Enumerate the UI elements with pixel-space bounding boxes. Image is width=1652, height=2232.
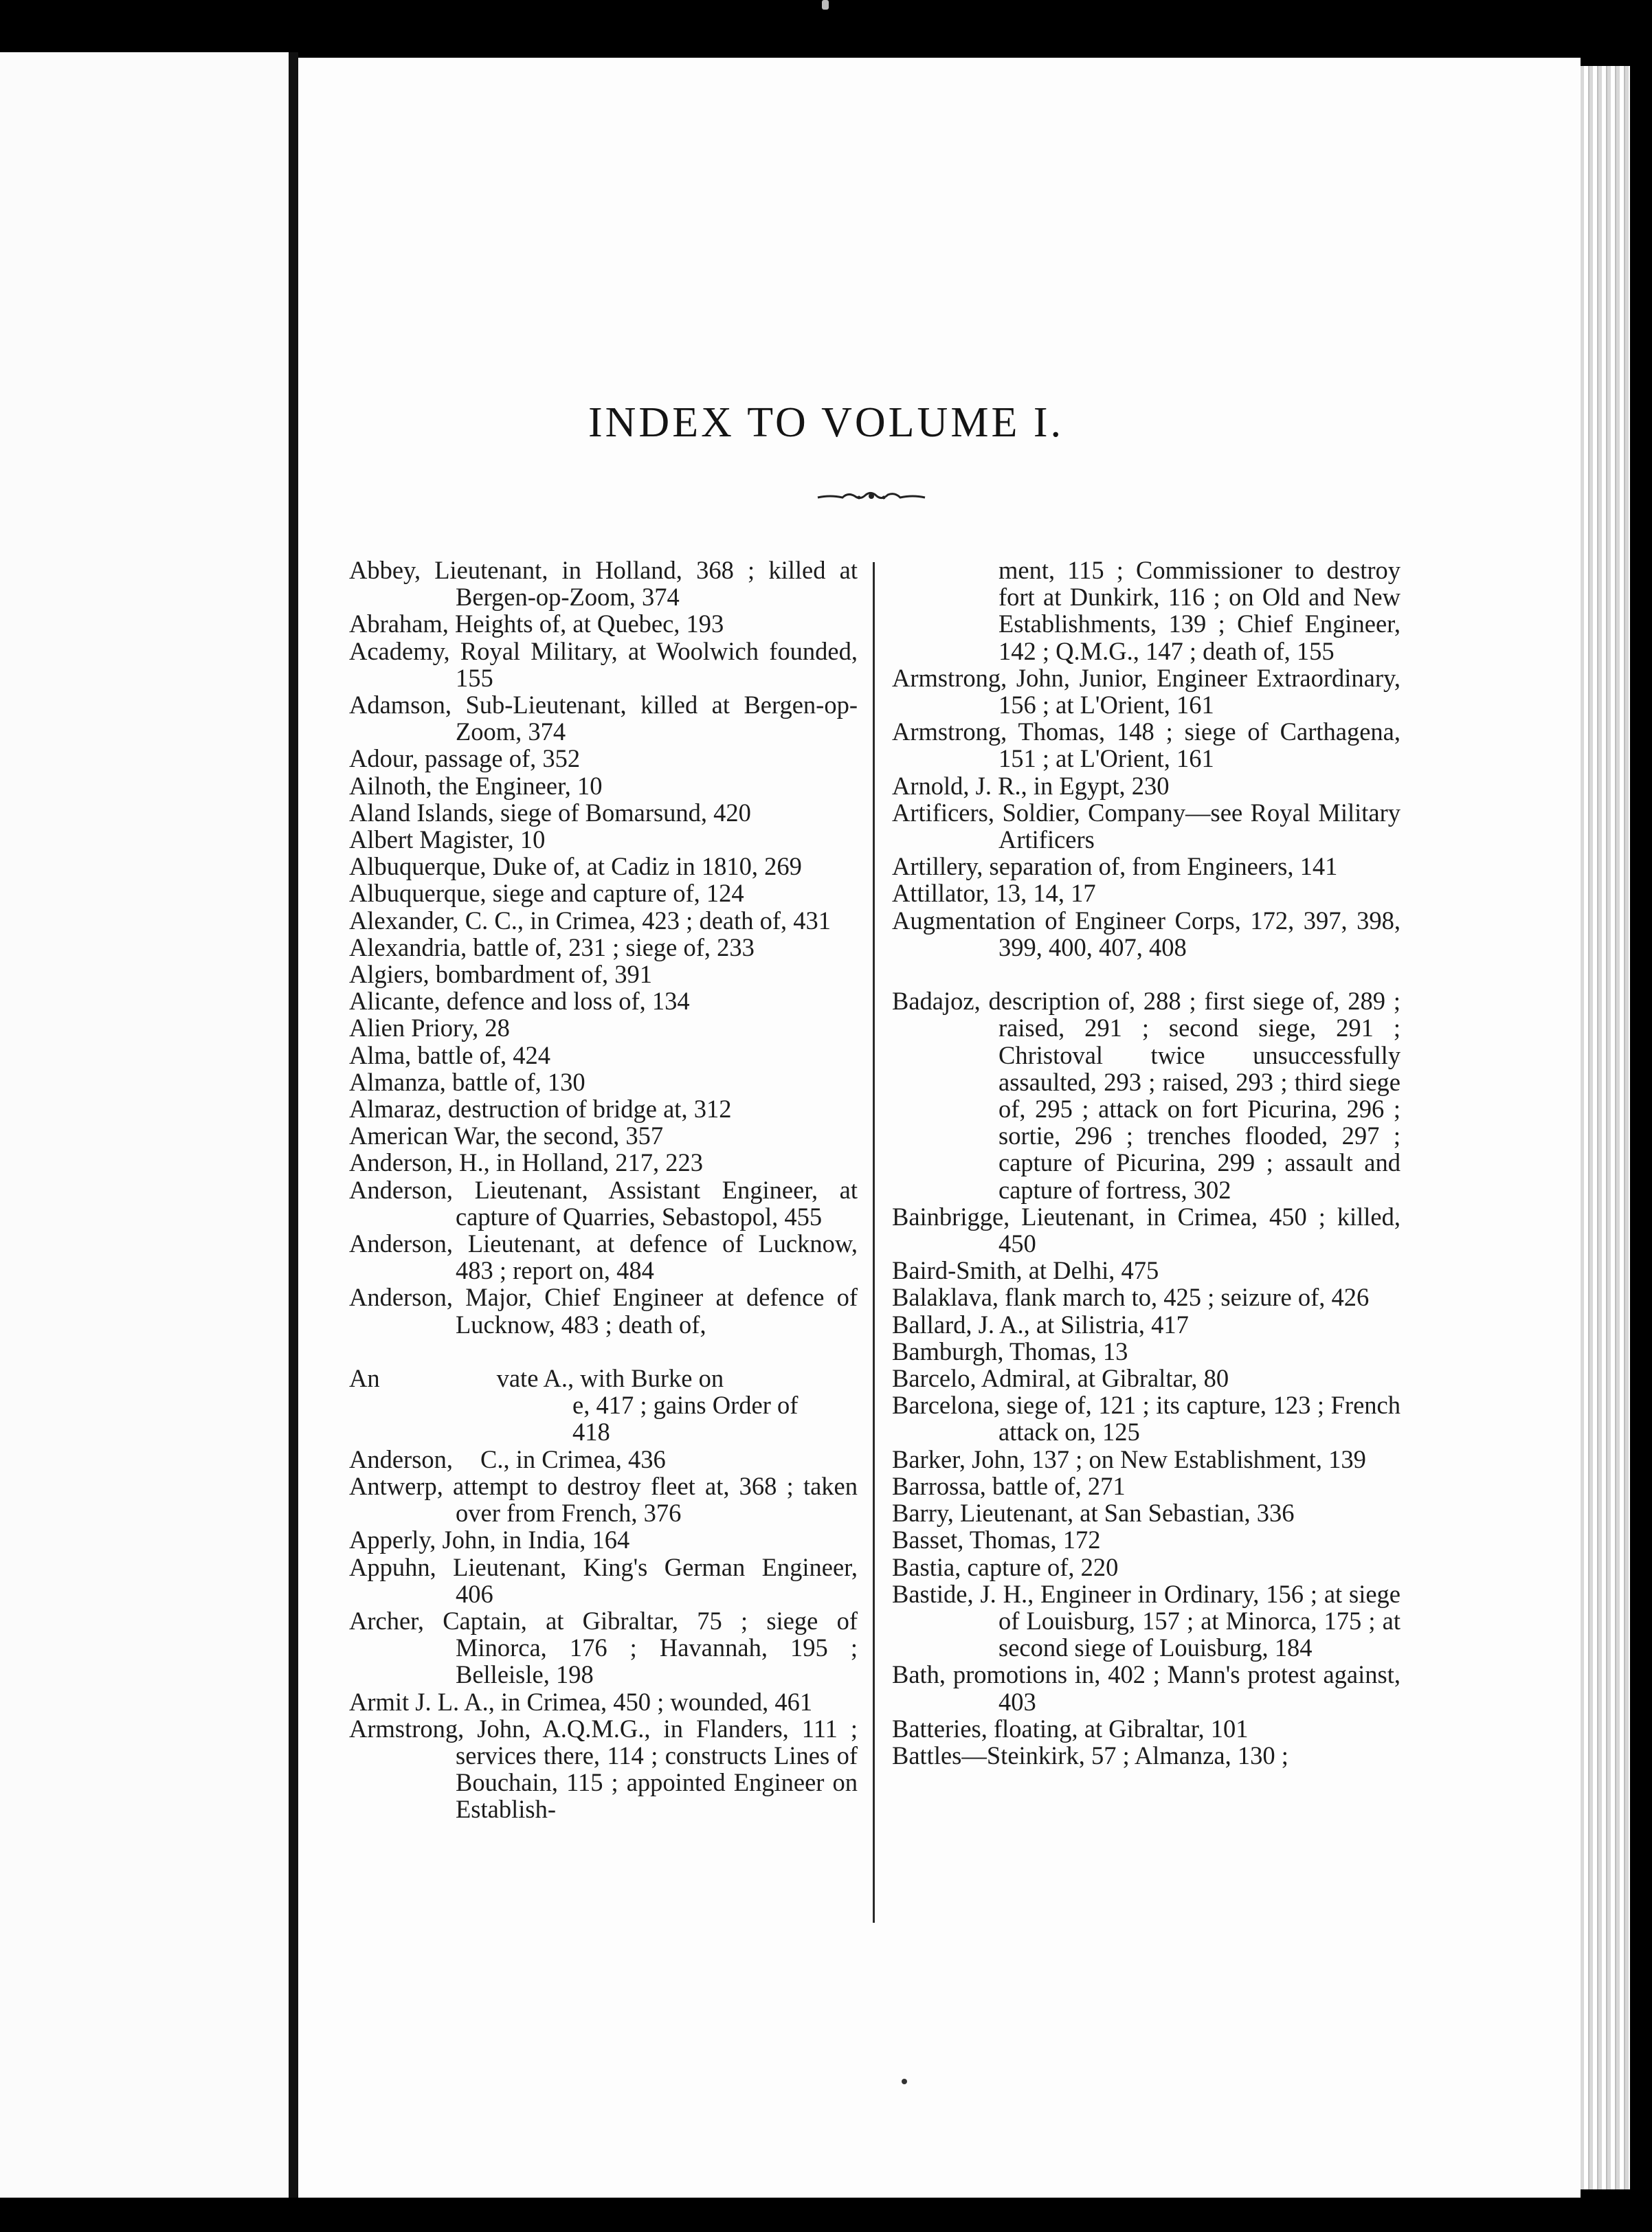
index-entry: Barker, John, 137 ; on New Establishment, 139 [892, 1444, 1366, 1473]
index-entry-continuation [349, 1418, 858, 1445]
entry-fragment: vate A., with Burke on [496, 1364, 724, 1393]
index-entry: Armstrong, Thomas, 148 ; siege of Carthagena, 151 ; at L'Orient, 161 [892, 717, 1400, 773]
index-entry: Albuquerque, Duke of, at Cadiz in 1810, 269 [349, 852, 802, 881]
index-entry-damaged [349, 1446, 858, 1473]
index-entry: Bastia, capture of, 220 [892, 1552, 1119, 1581]
index-entry: Albert Magister, 10 [349, 825, 546, 854]
index-entry: Almanza, battle of, 130 [349, 1067, 585, 1096]
index-entry: Algiers, bombardment of, 391 [349, 960, 652, 989]
entry-fragment: 418 [572, 1418, 610, 1447]
index-entry: Anderson, Major, Chief Engineer at defence of Lucknow, 483 ; death of, [349, 1283, 858, 1339]
index-entry: Anderson, Lieutenant, at defence of Lucknow, 483 ; report on, 484 [349, 1229, 858, 1285]
index-entry: Armit J. L. A., in Crimea, 450 ; wounded, 461 [349, 1687, 813, 1716]
entry-fragment: e, 417 ; gains Order of [572, 1391, 799, 1420]
index-entry: Adamson, Sub-Lieutenant, killed at Bergen-op-Zoom, 374 [349, 691, 858, 746]
index-entry-continuation [349, 1392, 858, 1418]
index-entry: Barrossa, battle of, 271 [892, 1471, 1126, 1500]
index-entry: Badajoz, description of, 288 ; first siege of, 289 ; raised, 291 ; second siege, 291 ; Christoval twice unsuccessfully assaulted, 293 ; raised, 293 ; third siege of, 295 ; attack on fort Picurina, 296 ; sortie, 296 ; trenches flooded, 297 ; capture of Picurina, 299 ; assault and capture of fortress, 302 [892, 987, 1400, 1204]
index-entry: Baird-Smith, at Delhi, 475 [892, 1256, 1159, 1285]
page-title: INDEX TO VOLUME I. [588, 399, 1064, 446]
index-entry: Archer, Captain, at Gibraltar, 75 ; siege of Minorca, 176 ; Havannah, 195 ; Belleisle, 198 [349, 1606, 858, 1689]
entry-fragment: Anderson, [349, 1444, 454, 1473]
index-entry: Artificers, Soldier, Company—see Royal Military Artificers [892, 798, 1400, 854]
index-entry: Ailnoth, the Engineer, 10 [349, 771, 603, 800]
index-column-left [349, 557, 858, 1823]
index-entry: Almaraz, destruction of bridge at, 312 [349, 1095, 732, 1124]
index-entry: Alicante, defence and loss of, 134 [349, 987, 690, 1016]
index-entry: Balaklava, flank march to, 425 ; seizure of, 426 [892, 1283, 1370, 1312]
entry-fragment: An [349, 1364, 380, 1393]
page-edges [1581, 66, 1630, 2189]
index-entry: Adour, passage of, 352 [349, 744, 581, 773]
scan-mark [822, 0, 829, 10]
page-speck [902, 2079, 907, 2084]
index-entry: Barcelo, Admiral, at Gibraltar, 80 [892, 1364, 1229, 1393]
ornament-divider [816, 488, 926, 506]
index-entry: Armstrong, John, Junior, Engineer Extraordinary, 156 ; at L'Orient, 161 [892, 663, 1400, 719]
column-rule [873, 562, 875, 1923]
index-entry: Armstrong, John, A.Q.M.G., in Flanders, 111 ; services there, 114 ; constructs Lines of Bouchain, 115 ; appointed Engineer on Establish- [349, 1714, 858, 1824]
index-entry: Alexander, C. C., in Crimea, 423 ; death of, 431 [349, 906, 831, 935]
index-entry-damaged [349, 1365, 858, 1392]
index-entry: Artillery, separation of, from Engineers, 141 [892, 852, 1338, 881]
book-gutter [289, 52, 298, 2198]
index-entry: Albuquerque, siege and capture of, 124 [349, 879, 744, 908]
index-entry: Barcelona, siege of, 121 ; its capture, 123 ; French attack on, 125 [892, 1391, 1400, 1447]
index-entry: Aland Islands, siege of Bomarsund, 420 [349, 798, 751, 827]
index-column-right [892, 557, 1400, 1769]
index-entry: Bastide, J. H., Engineer in Ordinary, 156 ; at siege of Louisburg, 157 ; at Minorca, 175 ; at second siege of Louisburg, 184 [892, 1579, 1400, 1662]
index-entry: Bamburgh, Thomas, 13 [892, 1337, 1128, 1365]
index-entry: American War, the second, 357 [349, 1121, 664, 1150]
index-entry: Battles—Steinkirk, 57 ; Almanza, 130 ; [892, 1741, 1288, 1770]
index-entry: Abraham, Heights of, at Quebec, 193 [349, 610, 724, 638]
index-entry: Bath, promotions in, 402 ; Mann's protest against, 403 [892, 1660, 1400, 1716]
index-entry: Alma, battle of, 424 [349, 1040, 550, 1069]
index-entry: Antwerp, attempt to destroy fleet at, 368 ; taken over from French, 376 [349, 1471, 858, 1528]
index-entry: Augmentation of Engineer Corps, 172, 397, 398, 399, 400, 407, 408 [892, 906, 1400, 961]
index-entry: Appuhn, Lieutenant, King's German Engineer, 406 [349, 1552, 858, 1608]
index-entry: Alexandria, battle of, 231 ; siege of, 233 [349, 933, 755, 961]
index-entry-continuation: ment, 115 ; Commissioner to destroy fort at Dunkirk, 116 ; on Old and New Establishments, 139 ; Chief Engineer, 142 ; Q.M.G., 147 ; death of, 155 [998, 556, 1400, 665]
index-entry: Abbey, Lieutenant, in Holland, 368 ; killed at Bergen-op-Zoom, 374 [349, 556, 858, 612]
index-entry: Bainbrigge, Lieutenant, in Crimea, 450 ; killed, 450 [892, 1202, 1400, 1258]
index-entry: Academy, Royal Military, at Woolwich founded, 155 [349, 636, 858, 692]
index-entry: Alien Priory, 28 [349, 1014, 510, 1042]
index-entry: Apperly, John, in India, 164 [349, 1526, 630, 1554]
index-entry: Anderson, Lieutenant, Assistant Engineer, at capture of Quarries, Sebastopol, 455 [349, 1175, 858, 1231]
facing-page-edge [0, 52, 289, 2198]
index-entry: Attillator, 13, 14, 17 [892, 879, 1096, 908]
index-entry: Basset, Thomas, 172 [892, 1526, 1101, 1554]
index-entry: Ballard, J. A., at Silistria, 417 [892, 1310, 1189, 1339]
index-entry: Barry, Lieutenant, at San Sebastian, 336 [892, 1499, 1295, 1528]
index-entry: Batteries, floating, at Gibraltar, 101 [892, 1714, 1249, 1743]
index-entry: Anderson, H., in Holland, 217, 223 [349, 1148, 704, 1177]
index-entry: Arnold, J. R., in Egypt, 230 [892, 771, 1170, 800]
entry-fragment: C., in Crimea, 436 [480, 1444, 666, 1473]
